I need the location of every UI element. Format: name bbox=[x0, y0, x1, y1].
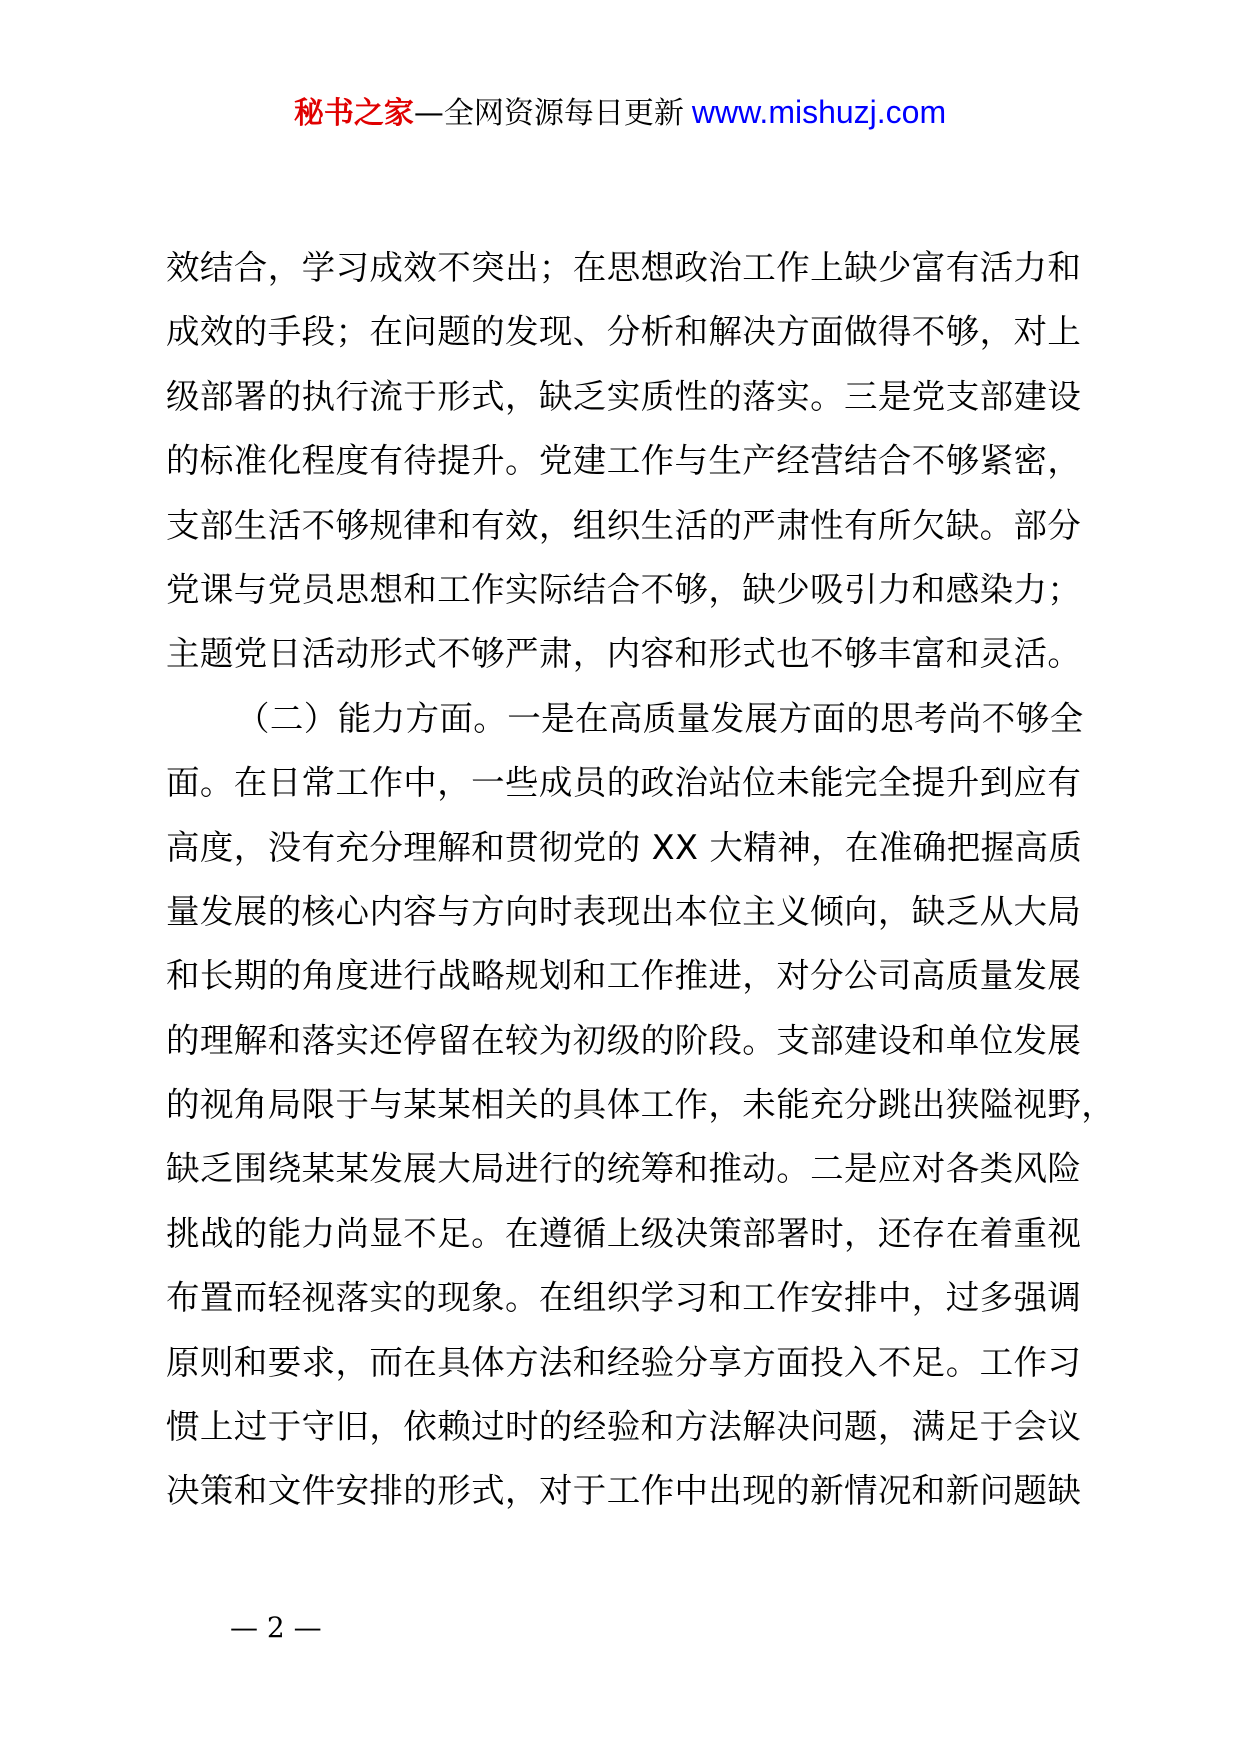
site-header bbox=[0, 92, 1240, 134]
text-line: 原则和要求，而在具体方法和经验分享方面投入不足。工作习 bbox=[166, 1342, 1082, 1382]
section-heading-line: （二）能力方面。一是在高质量发展方面的思考尚不够全 bbox=[236, 698, 1084, 738]
text-line: 布置而轻视落实的现象。在组织学习和工作安排中，过多强调 bbox=[166, 1278, 1082, 1318]
document-body bbox=[166, 236, 1116, 1524]
text-line: 效结合，学习成效不突出；在思想政治工作上缺少富有活力和 bbox=[166, 248, 1082, 287]
text-line: 面。在日常工作中，一些成员的政治站位未能完全提升到应有 bbox=[166, 763, 1082, 803]
text-line: 的理解和落实还停留在较为初级的阶段。支部建设和单位发展 bbox=[166, 1020, 1082, 1060]
text-line: 和长期的角度进行战略规划和工作推进，对分公司高质量发展 bbox=[166, 956, 1082, 996]
text-line: 量发展的核心内容与方向时表现出本位主义倾向，缺乏从大局 bbox=[166, 891, 1082, 931]
text-line: 党课与党员思想和工作实际结合不够，缺少吸引力和感染力； bbox=[166, 569, 1082, 609]
brand-name: 秘书之家 bbox=[293, 96, 414, 131]
text-line: 成效的手段；在问题的发现、分析和解决方面做得不够，对上 bbox=[166, 312, 1082, 352]
text-line: 支部生活不够规律和有效，组织生活的严肃性有所欠缺。部分 bbox=[166, 505, 1082, 545]
text-line: 的标准化程度有待提升。党建工作与生产经营结合不够紧密， bbox=[166, 441, 1082, 481]
header-slogan: —全网资源每日更新 bbox=[413, 96, 684, 131]
page-number: — 2 — bbox=[230, 1611, 322, 1644]
text-line: 挑战的能力尚显不足。在遵循上级决策部署时，还存在着重视 bbox=[166, 1213, 1082, 1253]
text-line: 高度，没有充分理解和贯彻党的 XX 大精神，在准确把握高质 bbox=[166, 827, 1083, 867]
text-line: 缺乏围绕某某发展大局进行的统筹和推动。二是应对各类风险 bbox=[166, 1149, 1082, 1189]
text-line: 的视角局限于与某某相关的具体工作，未能充分跳出狭隘视野， bbox=[166, 1085, 1116, 1125]
text-line: 惯上过于守旧，依赖过时的经验和方法解决问题，满足于会议 bbox=[166, 1407, 1082, 1447]
site-url-link[interactable]: www.mishuzj.com bbox=[691, 94, 947, 130]
text-line: 主题党日活动形式不够严肃，内容和形式也不够丰富和灵活。 bbox=[166, 634, 1082, 674]
text-line: 级部署的执行流于形式，缺乏实质性的落实。三是党支部建设 bbox=[166, 376, 1082, 416]
text-line: 决策和文件安排的形式，对于工作中出现的新情况和新问题缺 bbox=[166, 1471, 1082, 1511]
